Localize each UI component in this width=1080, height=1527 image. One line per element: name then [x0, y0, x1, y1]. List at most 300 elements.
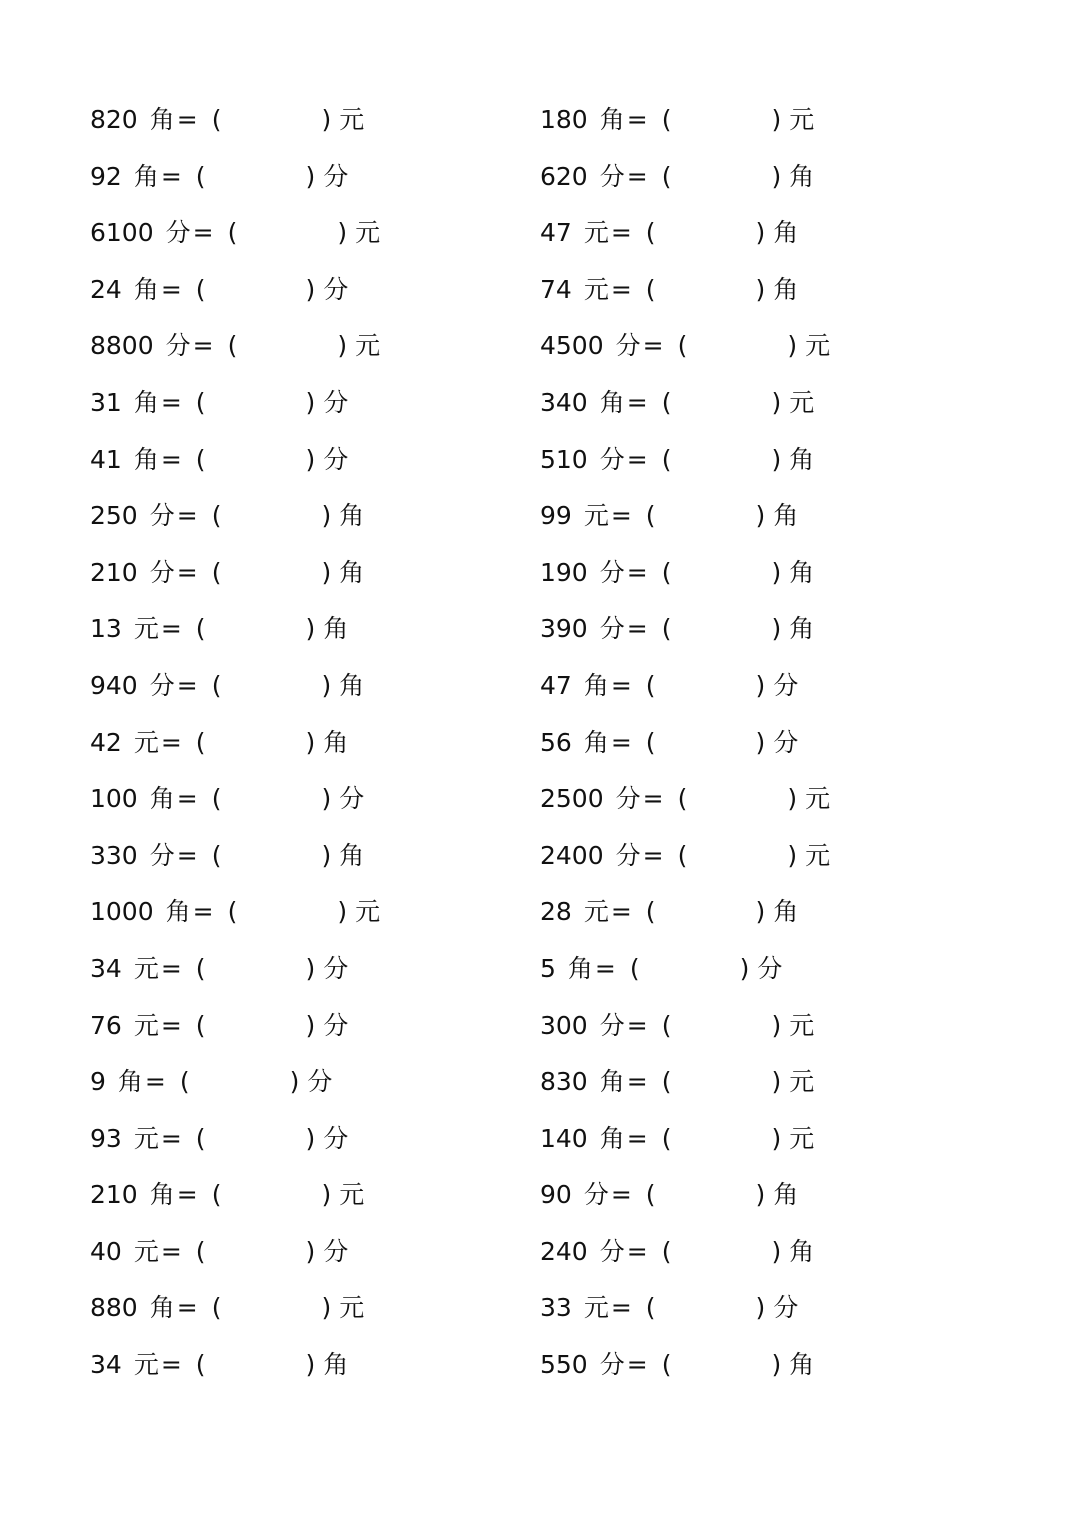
problem-number: 92 — [90, 161, 122, 191]
conversion-problem — [540, 828, 980, 885]
close-paren: ) — [305, 387, 316, 417]
target-unit: 分 — [323, 1010, 349, 1040]
problem-number: 300 — [540, 1010, 588, 1040]
problem-number: 28 — [540, 897, 572, 927]
conversion-problem — [90, 1111, 530, 1168]
open-paren: ( — [645, 727, 656, 757]
target-unit: 分 — [307, 1067, 333, 1097]
conversion-problem — [540, 884, 980, 941]
target-unit: 分 — [323, 161, 349, 191]
right-problem-column — [540, 92, 980, 1394]
target-unit: 角 — [339, 501, 365, 531]
target-unit: 分 — [323, 1236, 349, 1266]
open-paren: ( — [195, 953, 206, 983]
target-unit: 角 — [773, 501, 799, 531]
source-unit: 分 — [599, 1236, 625, 1266]
target-unit: 元 — [355, 218, 381, 248]
source-unit: 角 — [567, 953, 593, 983]
problem-number: 34 — [90, 953, 122, 983]
open-paren: ( — [195, 614, 206, 644]
target-unit: 分 — [323, 1123, 349, 1153]
source-unit: 分 — [165, 331, 191, 361]
problem-number: 210 — [90, 1180, 138, 1210]
source-unit: 分 — [599, 557, 625, 587]
open-paren: ( — [211, 1293, 222, 1323]
close-paren: ) — [771, 105, 782, 134]
conversion-problem — [540, 92, 980, 149]
open-paren: ( — [661, 1350, 672, 1380]
open-paren: ( — [661, 444, 672, 474]
equals-sign: = — [192, 218, 214, 248]
source-unit: 角 — [149, 1293, 175, 1323]
open-paren: ( — [661, 557, 672, 587]
conversion-problem — [540, 1224, 980, 1281]
close-paren: ) — [755, 218, 766, 248]
close-paren: ) — [321, 1293, 332, 1323]
conversion-problem — [90, 262, 530, 319]
equals-sign: = — [160, 161, 182, 191]
conversion-problem — [540, 998, 980, 1055]
source-unit: 角 — [133, 274, 159, 304]
target-unit: 角 — [323, 727, 349, 757]
target-unit: 分 — [773, 1293, 799, 1323]
close-paren: ) — [305, 953, 316, 983]
problem-number: 93 — [90, 1123, 122, 1153]
close-paren: ) — [755, 727, 766, 757]
source-unit: 角 — [133, 444, 159, 474]
target-unit: 角 — [789, 614, 815, 644]
target-unit: 元 — [789, 1123, 815, 1153]
conversion-problem — [540, 658, 980, 715]
close-paren: ) — [305, 1123, 316, 1153]
close-paren: ) — [305, 161, 316, 191]
conversion-problem — [90, 318, 530, 375]
source-unit: 分 — [599, 1350, 625, 1380]
left-problem-column — [90, 92, 530, 1394]
equals-sign: = — [610, 897, 632, 927]
open-paren: ( — [227, 897, 238, 927]
close-paren: ) — [321, 1180, 332, 1210]
problem-number: 1000 — [90, 897, 154, 927]
conversion-problem — [90, 884, 530, 941]
source-unit: 元 — [583, 218, 609, 248]
target-unit: 分 — [757, 953, 783, 983]
problem-number: 33 — [540, 1293, 572, 1323]
conversion-problem — [540, 715, 980, 772]
problem-number: 74 — [540, 274, 572, 304]
source-unit: 元 — [583, 274, 609, 304]
equals-sign: = — [626, 161, 648, 191]
source-unit: 元 — [583, 501, 609, 531]
source-unit: 分 — [583, 1180, 609, 1210]
equals-sign: = — [160, 1010, 182, 1040]
equals-sign: = — [610, 1180, 632, 1210]
open-paren: ( — [195, 161, 206, 191]
conversion-problem — [90, 941, 530, 998]
target-unit: 元 — [355, 897, 381, 927]
target-unit: 元 — [789, 1010, 815, 1040]
target-unit: 分 — [339, 784, 365, 814]
source-unit: 分 — [599, 614, 625, 644]
open-paren: ( — [211, 1180, 222, 1210]
target-unit: 分 — [323, 387, 349, 417]
conversion-problem — [90, 375, 530, 432]
equals-sign: = — [176, 1293, 198, 1323]
target-unit: 元 — [339, 1180, 365, 1210]
conversion-problem — [90, 1054, 530, 1111]
target-unit: 元 — [805, 840, 831, 870]
conversion-problem — [90, 149, 530, 206]
source-unit: 角 — [599, 105, 625, 134]
close-paren: ) — [771, 161, 782, 191]
close-paren: ) — [337, 897, 348, 927]
open-paren: ( — [227, 218, 238, 248]
open-paren: ( — [661, 387, 672, 417]
close-paren: ) — [755, 274, 766, 304]
close-paren: ) — [289, 1067, 300, 1097]
equals-sign: = — [176, 1180, 198, 1210]
source-unit: 角 — [599, 387, 625, 417]
open-paren: ( — [195, 1123, 206, 1153]
problem-number: 47 — [540, 218, 572, 248]
source-unit: 角 — [149, 1180, 175, 1210]
target-unit: 分 — [323, 274, 349, 304]
equals-sign: = — [626, 1350, 648, 1380]
source-unit: 元 — [133, 1236, 159, 1266]
close-paren: ) — [305, 614, 316, 644]
close-paren: ) — [771, 1350, 782, 1380]
open-paren: ( — [629, 953, 640, 983]
equals-sign: = — [160, 1123, 182, 1153]
source-unit: 分 — [149, 840, 175, 870]
conversion-problem — [90, 1280, 530, 1337]
problem-number: 13 — [90, 614, 122, 644]
open-paren: ( — [195, 1010, 206, 1040]
target-unit: 角 — [339, 557, 365, 587]
equals-sign: = — [144, 1067, 166, 1097]
open-paren: ( — [677, 840, 688, 870]
source-unit: 角 — [583, 670, 609, 700]
open-paren: ( — [211, 557, 222, 587]
open-paren: ( — [645, 670, 656, 700]
problem-number: 390 — [540, 614, 588, 644]
close-paren: ) — [321, 557, 332, 587]
target-unit: 角 — [789, 557, 815, 587]
source-unit: 分 — [599, 161, 625, 191]
target-unit: 角 — [323, 1350, 349, 1380]
conversion-problem — [540, 318, 980, 375]
open-paren: ( — [645, 501, 656, 531]
problem-number: 9 — [90, 1067, 106, 1097]
source-unit: 分 — [615, 840, 641, 870]
open-paren: ( — [661, 1236, 672, 1266]
problem-number: 100 — [90, 784, 138, 814]
source-unit: 角 — [133, 387, 159, 417]
equals-sign: = — [626, 1123, 648, 1153]
conversion-problem — [90, 828, 530, 885]
source-unit: 元 — [133, 727, 159, 757]
close-paren: ) — [321, 670, 332, 700]
open-paren: ( — [195, 727, 206, 757]
problem-number: 830 — [540, 1067, 588, 1097]
conversion-problem — [90, 488, 530, 545]
close-paren: ) — [771, 444, 782, 474]
open-paren: ( — [661, 1010, 672, 1040]
open-paren: ( — [661, 614, 672, 644]
open-paren: ( — [195, 1350, 206, 1380]
conversion-problem — [90, 545, 530, 602]
open-paren: ( — [677, 784, 688, 814]
close-paren: ) — [321, 784, 332, 814]
close-paren: ) — [305, 1010, 316, 1040]
conversion-problem — [540, 941, 980, 998]
problem-number: 6100 — [90, 218, 154, 248]
problem-number: 510 — [540, 444, 588, 474]
target-unit: 角 — [773, 897, 799, 927]
equals-sign: = — [192, 331, 214, 361]
source-unit: 分 — [149, 501, 175, 531]
equals-sign: = — [160, 1350, 182, 1380]
problem-number: 34 — [90, 1350, 122, 1380]
equals-sign: = — [626, 387, 648, 417]
source-unit: 元 — [133, 1350, 159, 1380]
source-unit: 角 — [599, 1123, 625, 1153]
source-unit: 元 — [133, 953, 159, 983]
equals-sign: = — [160, 727, 182, 757]
open-paren: ( — [195, 274, 206, 304]
equals-sign: = — [176, 501, 198, 531]
source-unit: 分 — [165, 218, 191, 248]
close-paren: ) — [771, 1010, 782, 1040]
conversion-problem — [540, 545, 980, 602]
conversion-problem — [90, 715, 530, 772]
open-paren: ( — [211, 670, 222, 700]
open-paren: ( — [211, 784, 222, 814]
close-paren: ) — [771, 387, 782, 417]
problem-number: 550 — [540, 1350, 588, 1380]
equals-sign: = — [176, 557, 198, 587]
equals-sign: = — [626, 1010, 648, 1040]
conversion-problem — [540, 1280, 980, 1337]
close-paren: ) — [755, 670, 766, 700]
close-paren: ) — [771, 557, 782, 587]
open-paren: ( — [645, 1293, 656, 1323]
conversion-problem — [90, 205, 530, 262]
conversion-problem — [90, 771, 530, 828]
conversion-problem — [90, 998, 530, 1055]
open-paren: ( — [195, 444, 206, 474]
equals-sign: = — [160, 953, 182, 983]
problem-number: 90 — [540, 1180, 572, 1210]
target-unit: 元 — [789, 105, 815, 134]
target-unit: 角 — [789, 161, 815, 191]
equals-sign: = — [642, 784, 664, 814]
problem-number: 250 — [90, 501, 138, 531]
equals-sign: = — [594, 953, 616, 983]
conversion-problem — [540, 205, 980, 262]
problem-number: 180 — [540, 105, 588, 134]
open-paren: ( — [645, 897, 656, 927]
equals-sign: = — [626, 105, 648, 134]
conversion-problem — [540, 149, 980, 206]
source-unit: 角 — [165, 897, 191, 927]
conversion-problem — [90, 1224, 530, 1281]
problem-number: 210 — [90, 557, 138, 587]
conversion-problem — [540, 375, 980, 432]
source-unit: 分 — [615, 331, 641, 361]
close-paren: ) — [755, 1180, 766, 1210]
equals-sign: = — [176, 840, 198, 870]
source-unit: 角 — [149, 784, 175, 814]
source-unit: 元 — [133, 614, 159, 644]
open-paren: ( — [645, 1180, 656, 1210]
open-paren: ( — [195, 387, 206, 417]
target-unit: 角 — [339, 840, 365, 870]
close-paren: ) — [771, 1067, 782, 1097]
close-paren: ) — [321, 105, 332, 134]
source-unit: 分 — [599, 444, 625, 474]
equals-sign: = — [160, 387, 182, 417]
close-paren: ) — [305, 727, 316, 757]
close-paren: ) — [787, 331, 798, 361]
target-unit: 元 — [339, 1293, 365, 1323]
open-paren: ( — [677, 331, 688, 361]
source-unit: 角 — [599, 1067, 625, 1097]
source-unit: 元 — [583, 1293, 609, 1323]
problem-number: 940 — [90, 670, 138, 700]
source-unit: 元 — [133, 1123, 159, 1153]
equals-sign: = — [610, 670, 632, 700]
target-unit: 元 — [789, 1067, 815, 1097]
open-paren: ( — [661, 105, 672, 134]
close-paren: ) — [305, 1236, 316, 1266]
conversion-problem — [90, 92, 530, 149]
close-paren: ) — [755, 501, 766, 531]
close-paren: ) — [787, 840, 798, 870]
open-paren: ( — [661, 1067, 672, 1097]
problem-number: 5 — [540, 953, 556, 983]
target-unit: 元 — [805, 784, 831, 814]
close-paren: ) — [305, 1350, 316, 1380]
problem-number: 880 — [90, 1293, 138, 1323]
source-unit: 分 — [599, 1010, 625, 1040]
equals-sign: = — [610, 218, 632, 248]
equals-sign: = — [610, 501, 632, 531]
problem-number: 8800 — [90, 331, 154, 361]
conversion-problem — [540, 488, 980, 545]
target-unit: 分 — [773, 727, 799, 757]
equals-sign: = — [192, 897, 214, 927]
open-paren: ( — [227, 331, 238, 361]
close-paren: ) — [739, 953, 750, 983]
problem-number: 76 — [90, 1010, 122, 1040]
conversion-problem — [540, 1337, 980, 1394]
source-unit: 角 — [133, 161, 159, 191]
equals-sign: = — [160, 614, 182, 644]
source-unit: 元 — [583, 897, 609, 927]
equals-sign: = — [642, 840, 664, 870]
close-paren: ) — [787, 784, 798, 814]
close-paren: ) — [755, 897, 766, 927]
source-unit: 角 — [117, 1067, 143, 1097]
problem-number: 140 — [540, 1123, 588, 1153]
problem-number: 190 — [540, 557, 588, 587]
equals-sign: = — [160, 1236, 182, 1266]
equals-sign: = — [610, 1293, 632, 1323]
equals-sign: = — [610, 727, 632, 757]
equals-sign: = — [626, 444, 648, 474]
equals-sign: = — [176, 784, 198, 814]
target-unit: 元 — [339, 105, 365, 134]
problem-number: 330 — [90, 840, 138, 870]
target-unit: 角 — [773, 274, 799, 304]
problem-number: 47 — [540, 670, 572, 700]
equals-sign: = — [160, 444, 182, 474]
target-unit: 角 — [323, 614, 349, 644]
problem-number: 41 — [90, 444, 122, 474]
equals-sign: = — [626, 1236, 648, 1266]
target-unit: 角 — [789, 444, 815, 474]
problem-number: 820 — [90, 105, 138, 134]
target-unit: 元 — [789, 387, 815, 417]
source-unit: 角 — [149, 105, 175, 134]
close-paren: ) — [321, 501, 332, 531]
conversion-problem — [540, 1167, 980, 1224]
conversion-problem — [540, 262, 980, 319]
problem-number: 620 — [540, 161, 588, 191]
source-unit: 分 — [615, 784, 641, 814]
problem-number: 31 — [90, 387, 122, 417]
close-paren: ) — [755, 1293, 766, 1323]
conversion-problem — [540, 1111, 980, 1168]
problem-number: 40 — [90, 1236, 122, 1266]
equals-sign: = — [642, 331, 664, 361]
equals-sign: = — [610, 274, 632, 304]
close-paren: ) — [771, 614, 782, 644]
close-paren: ) — [771, 1123, 782, 1153]
equals-sign: = — [626, 557, 648, 587]
source-unit: 角 — [583, 727, 609, 757]
problem-number: 340 — [540, 387, 588, 417]
equals-sign: = — [176, 670, 198, 700]
target-unit: 角 — [773, 218, 799, 248]
conversion-problem — [90, 1337, 530, 1394]
target-unit: 分 — [323, 953, 349, 983]
conversion-problem — [540, 1054, 980, 1111]
open-paren: ( — [211, 105, 222, 134]
open-paren: ( — [211, 840, 222, 870]
source-unit: 元 — [133, 1010, 159, 1040]
equals-sign: = — [160, 274, 182, 304]
open-paren: ( — [211, 501, 222, 531]
problem-number: 56 — [540, 727, 572, 757]
open-paren: ( — [645, 218, 656, 248]
open-paren: ( — [645, 274, 656, 304]
source-unit: 分 — [149, 670, 175, 700]
close-paren: ) — [337, 218, 348, 248]
close-paren: ) — [305, 274, 316, 304]
conversion-problem — [540, 601, 980, 658]
problem-number: 240 — [540, 1236, 588, 1266]
equals-sign: = — [626, 1067, 648, 1097]
open-paren: ( — [661, 161, 672, 191]
conversion-problem — [90, 658, 530, 715]
target-unit: 元 — [805, 331, 831, 361]
problem-number: 2500 — [540, 784, 604, 814]
close-paren: ) — [337, 331, 348, 361]
open-paren: ( — [195, 1236, 206, 1266]
close-paren: ) — [771, 1236, 782, 1266]
